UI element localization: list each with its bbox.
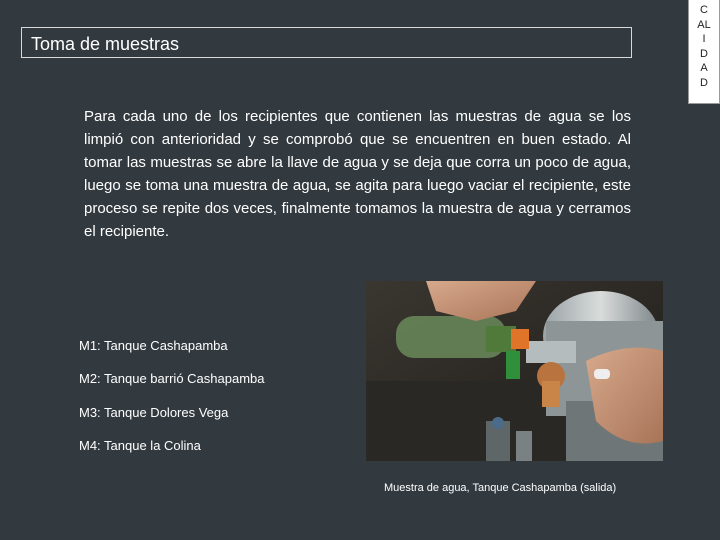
side-tab-letter: D — [700, 47, 708, 60]
photo-caption: Muestra de agua, Tanque Cashapamba (salida) — [384, 482, 617, 494]
water-sample-photo — [366, 281, 663, 461]
list-item: M4: Tanque la Colina — [79, 437, 201, 453]
side-tab-letter: D — [700, 76, 708, 89]
side-tab-letter: AL — [697, 18, 711, 31]
body-paragraph: Para cada uno de los recipientes que contienen las muestras de agua se los limpió con anterioridad y se comprobó que se encuentren en buen estado. Al tomar las muestras se abre la llave de agua y se deja que corra un poco de agua, luego se toma una muestra de agua, se agita para luego vaciar el recipiente, este proceso se repite dos veces, finalmente tomamos la muestra de agua y cerramos el recipiente. — [84, 108, 631, 240]
side-tab-letter: A — [700, 62, 708, 74]
side-tab-letter: C — [700, 4, 708, 16]
title-box — [21, 27, 632, 58]
list-item: M1: Tanque Cashapamba — [79, 338, 228, 353]
list-item: M3: Tanque Dolores Vega — [79, 404, 229, 420]
slide-title: Toma de muestras — [31, 34, 180, 54]
photo-illustration — [366, 281, 663, 461]
side-tab — [688, 0, 720, 104]
sample-list — [79, 338, 265, 471]
list-item: M2: Tanque barrió Cashapamba — [79, 371, 265, 387]
side-tab-letter: I — [702, 33, 706, 45]
